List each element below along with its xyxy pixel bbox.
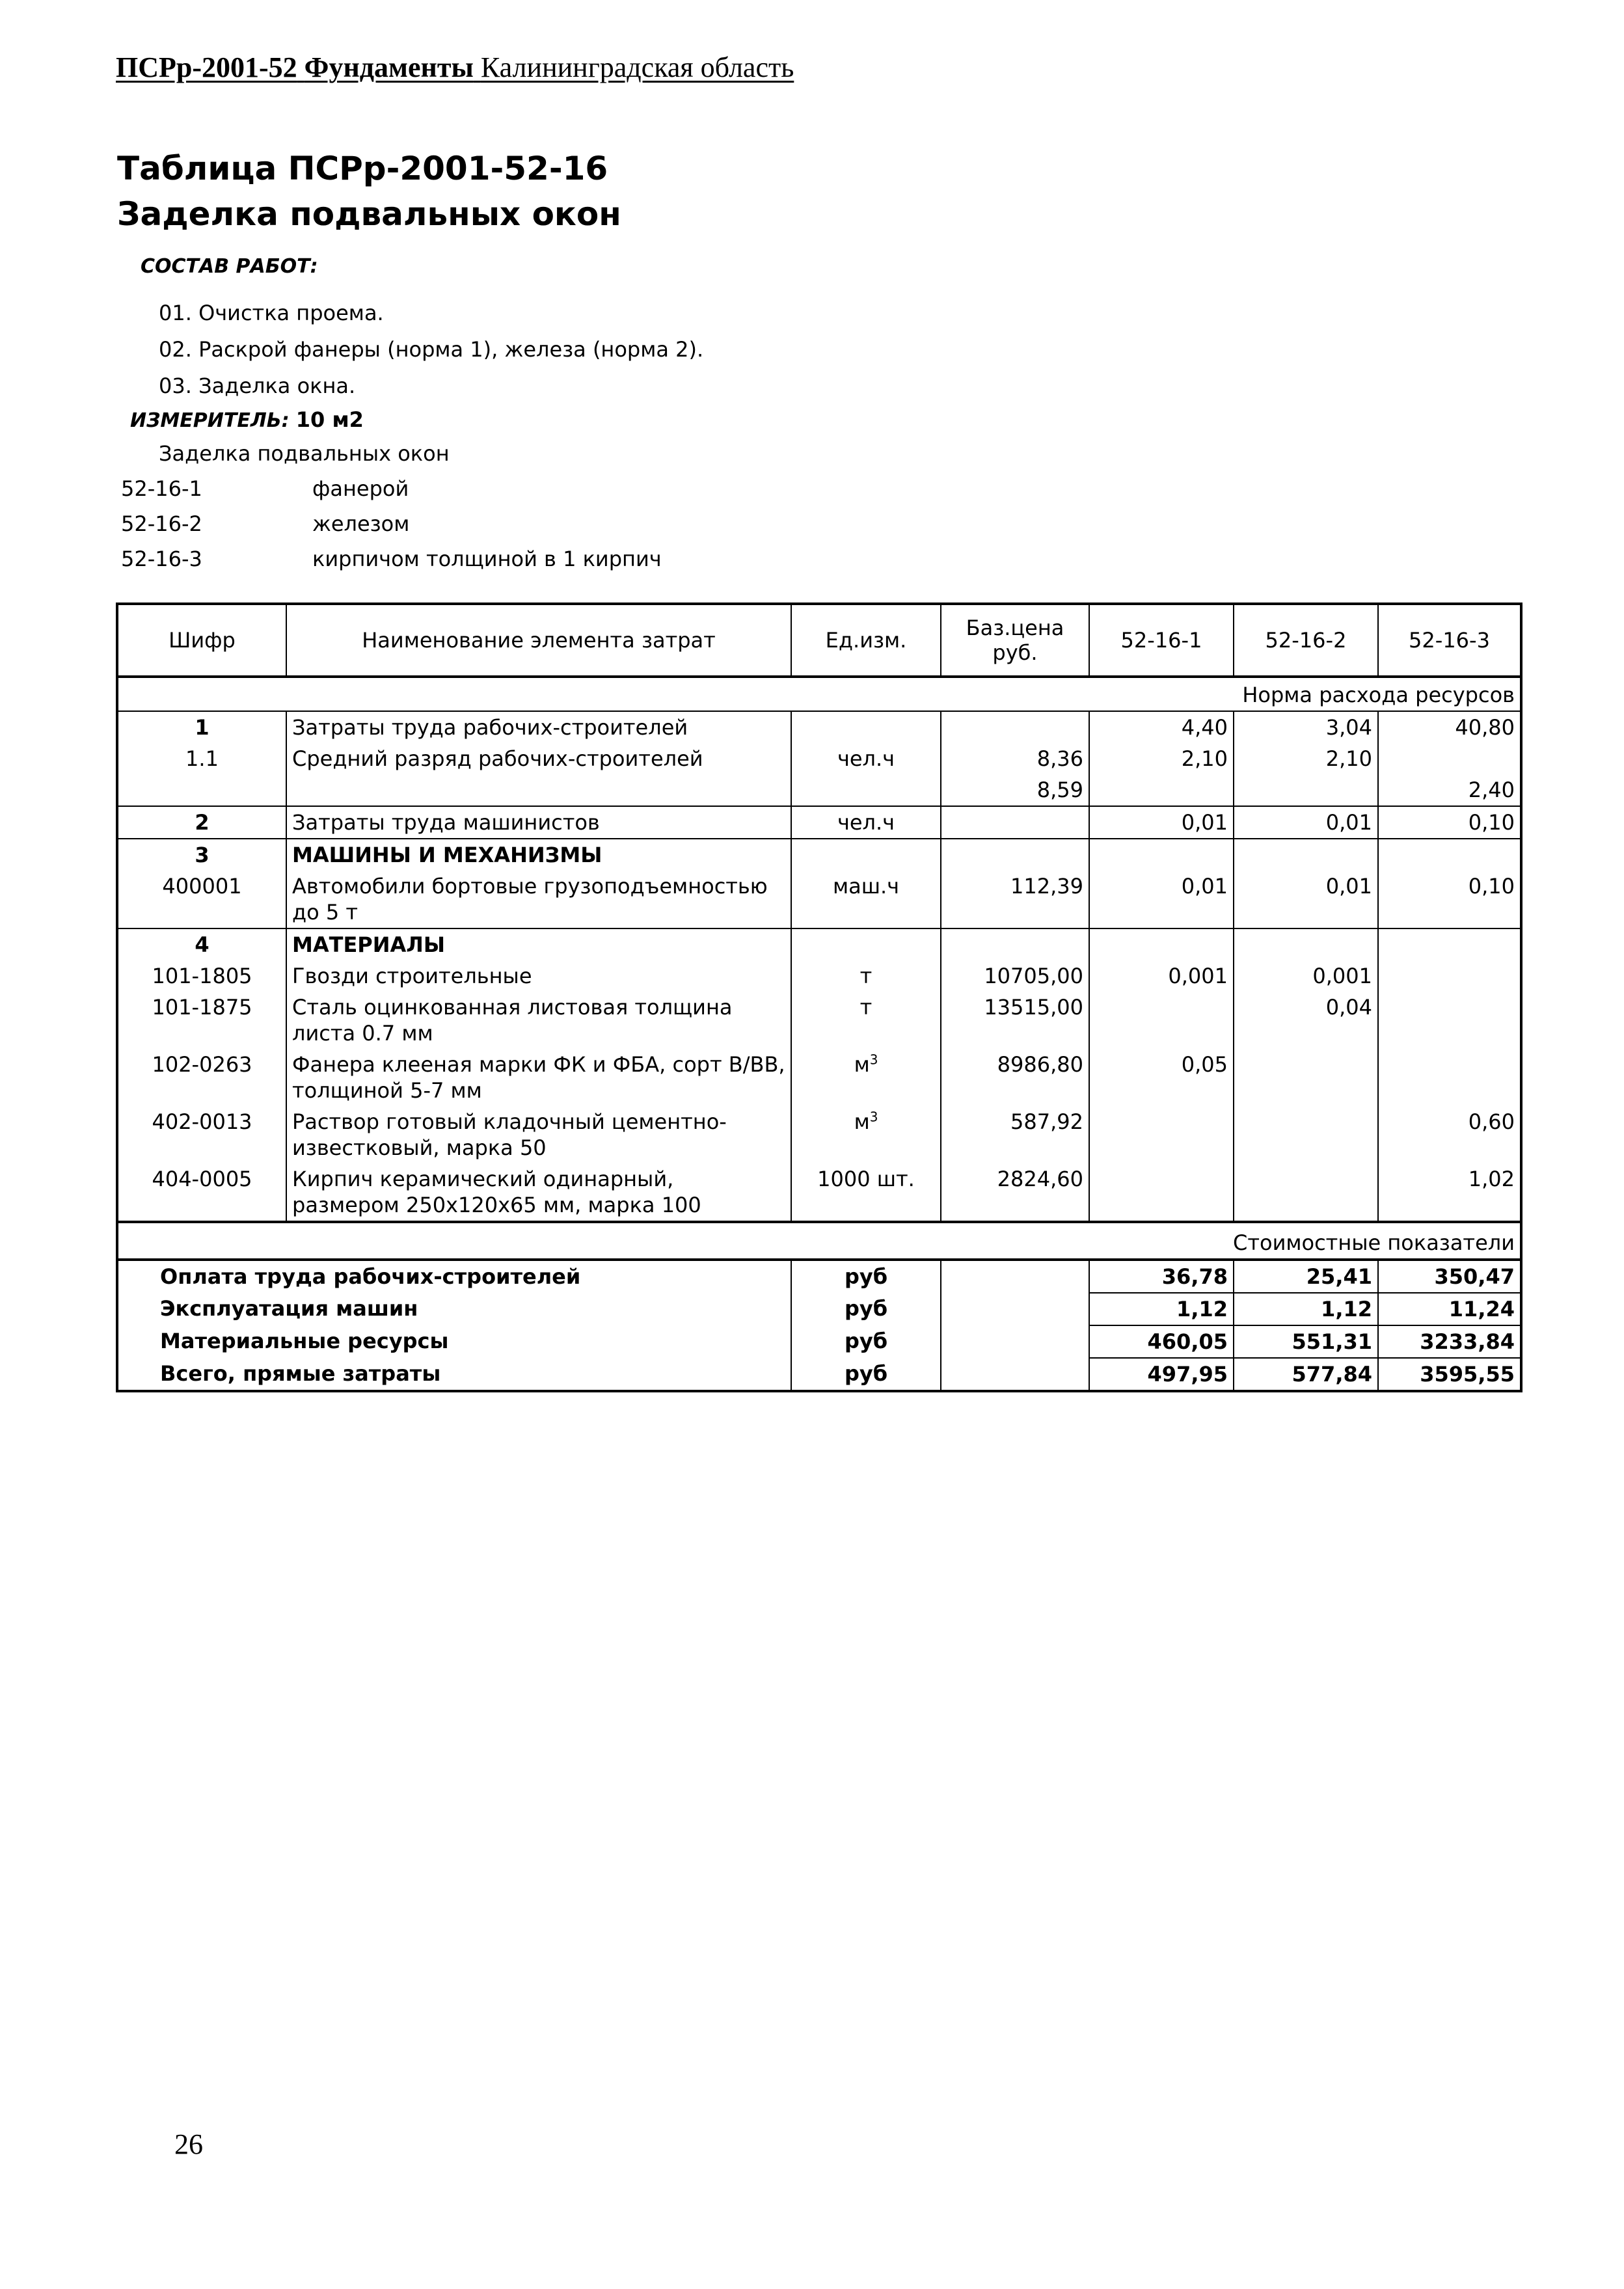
row-value-2: 0,04 <box>1234 992 1378 1049</box>
total-value-1: 497,95 <box>1089 1358 1234 1391</box>
col-header-v2: 52-16-2 <box>1234 604 1378 677</box>
total-value-3: 3233,84 <box>1378 1325 1521 1358</box>
row-code: 4 <box>117 928 286 960</box>
total-value-2: 25,41 <box>1234 1260 1378 1293</box>
total-value-2: 1,12 <box>1234 1293 1378 1325</box>
row-value-3: 40,80 <box>1378 711 1521 743</box>
row-price: 8,59 <box>941 774 1089 806</box>
row-value-1 <box>1089 1163 1234 1222</box>
row-unit: чел.ч <box>791 743 941 774</box>
row-value-1: 4,40 <box>1089 711 1234 743</box>
row-value-1: 0,05 <box>1089 1049 1234 1106</box>
row-value-3: 0,60 <box>1468 1109 1515 1134</box>
variant-code-1: 52-16-1 <box>121 476 202 501</box>
row-value-3: 2,40 <box>1468 778 1515 802</box>
unit-text: т <box>859 964 873 988</box>
table-title: Таблица ПСРр-2001-52-16 <box>117 150 608 187</box>
variant-text-3: кирпичом толщиной в 1 кирпич <box>312 547 662 571</box>
meter-value: 10 м2 <box>295 407 364 432</box>
row-value-2 <box>1234 1049 1378 1106</box>
total-name: Материальные ресурсы <box>160 1329 449 1353</box>
row-value-1: 0,01 <box>1089 871 1234 928</box>
total-row <box>117 1293 1521 1325</box>
col-header-name: Наименование элемента затрат <box>286 604 791 677</box>
total-unit: руб <box>791 1358 941 1391</box>
row-code: 2 <box>117 806 286 839</box>
row-unit <box>791 1163 941 1222</box>
col-header-price: Баз.цена руб. <box>941 604 1089 677</box>
row-value-1: 2,10 <box>1089 743 1234 774</box>
row-value-2: 3,04 <box>1234 711 1378 743</box>
total-name: Всего, прямые затраты <box>160 1361 441 1386</box>
row-name: Сталь оцинкованная листовая толщина листа 0.7 мм <box>286 992 791 1049</box>
table-row <box>117 774 1521 806</box>
variant-text-1: фанерой <box>312 476 409 501</box>
row-value-2 <box>1234 1106 1378 1163</box>
variant-text-2: железом <box>312 511 410 536</box>
row-code: 101-1875 <box>117 992 286 1049</box>
work-item-3: 03. Заделка окна. <box>159 373 356 398</box>
row-value-1 <box>1089 992 1234 1049</box>
total-name: Эксплуатация машин <box>160 1296 418 1321</box>
row-unit <box>791 960 941 992</box>
row-unit <box>791 992 941 1049</box>
total-unit: руб <box>791 1325 941 1358</box>
total-row <box>117 1325 1521 1358</box>
row-price: 8,36 <box>941 743 1089 774</box>
section-cost-row <box>117 1222 1521 1260</box>
row-name: Раствор готовый кладочный цементно-известковый, марка 50 <box>286 1106 791 1163</box>
row-code: 101-1805 <box>117 960 286 992</box>
row-value-1: 0,001 <box>1089 960 1234 992</box>
row-price: 112,39 <box>941 871 1089 928</box>
table-subtitle: Заделка подвальных окон <box>117 195 621 233</box>
row-name: Затраты труда машинистов <box>286 806 791 839</box>
work-item-1: 01. Очистка проема. <box>159 301 384 325</box>
row-code: 402-0013 <box>117 1106 286 1163</box>
col-header-v1: 52-16-1 <box>1089 604 1234 677</box>
total-value-3: 3595,55 <box>1378 1358 1521 1391</box>
row-name: Фанера клееная марки ФК и ФБА, сорт В/ВВ, толщиной 5-7 мм <box>286 1049 791 1106</box>
row-unit: чел.ч <box>791 806 941 839</box>
row-value-3: 1,02 <box>1468 1167 1515 1191</box>
row-value-2: 2,10 <box>1234 743 1378 774</box>
section-norm-row <box>117 677 1521 711</box>
row-code: 400001 <box>117 871 286 928</box>
row-value-3 <box>1378 992 1521 1049</box>
total-name: Оплата труда рабочих-строителей <box>117 1260 791 1293</box>
row-price: 10705,00 <box>941 960 1089 992</box>
row-code: 1.1 <box>117 743 286 774</box>
col-header-unit: Ед.изм. <box>791 604 941 677</box>
table-row <box>117 743 1521 774</box>
row-name: Автомобили бортовые грузоподъемностью до 5 т <box>286 871 791 928</box>
total-value-2: 551,31 <box>1234 1325 1378 1358</box>
table-row <box>117 806 1521 839</box>
table-header-row <box>117 604 1521 677</box>
table-row <box>117 992 1521 1049</box>
row-unit <box>791 1049 941 1106</box>
resource-norm-table <box>116 603 1522 1392</box>
table-row <box>117 1106 1521 1163</box>
row-value-3 <box>1378 960 1521 992</box>
total-value-1: 1,12 <box>1089 1293 1234 1325</box>
table-row <box>117 1163 1521 1222</box>
row-value-2: 0,01 <box>1234 871 1378 928</box>
row-value-3: 0,10 <box>1468 874 1515 899</box>
row-code: 3 <box>117 839 286 871</box>
unit-text: т <box>859 995 873 1020</box>
row-price: 2824,60 <box>941 1163 1089 1222</box>
row-price: 8986,80 <box>941 1049 1089 1106</box>
row-price: 587,92 <box>941 1106 1089 1163</box>
row-code: 102-0263 <box>117 1049 286 1106</box>
row-value-1 <box>1089 1106 1234 1163</box>
header-code: ПСРр-2001-52 <box>116 51 297 83</box>
meter-line <box>130 407 364 432</box>
total-row <box>117 1358 1521 1391</box>
row-name: Гвозди строительные <box>286 960 791 992</box>
table-row <box>117 1049 1521 1106</box>
variant-code-2: 52-16-2 <box>121 511 202 536</box>
unit-superscript: 3 <box>869 1051 878 1068</box>
total-value-2: 577,84 <box>1234 1358 1378 1391</box>
table-row <box>117 960 1521 992</box>
row-name: Средний разряд рабочих-строителей <box>286 743 791 774</box>
row-price: 13515,00 <box>941 992 1089 1049</box>
table-row <box>117 839 1521 871</box>
unit-text: м <box>854 1109 870 1134</box>
total-value-3: 350,47 <box>1378 1260 1521 1293</box>
total-value-1: 460,05 <box>1089 1325 1234 1358</box>
unit-text: м <box>854 1052 870 1077</box>
header-section: Фундаменты <box>304 51 474 83</box>
row-value-3 <box>1378 1049 1521 1106</box>
table-row <box>117 871 1521 928</box>
total-unit: руб <box>791 1260 941 1293</box>
row-value-2 <box>1234 1163 1378 1222</box>
row-name: МАШИНЫ И МЕХАНИЗМЫ <box>286 839 791 871</box>
table-row <box>117 928 1521 960</box>
meter-label: ИЗМЕРИТЕЛЬ: <box>130 409 290 432</box>
work-composition-heading: СОСТАВ РАБОТ: <box>141 255 318 278</box>
row-unit <box>791 1106 941 1163</box>
total-value-3: 11,24 <box>1378 1293 1521 1325</box>
total-unit: руб <box>791 1293 941 1325</box>
total-row <box>117 1260 1521 1293</box>
row-name: МАТЕРИАЛЫ <box>286 928 791 960</box>
total-value-1: 36,78 <box>1089 1260 1234 1293</box>
col-header-v3: 52-16-3 <box>1378 604 1521 677</box>
unit-superscript: 3 <box>869 1109 878 1125</box>
row-name: Затраты труда рабочих-строителей <box>286 711 791 743</box>
row-value-1: 0,01 <box>1089 806 1234 839</box>
variant-code-3: 52-16-3 <box>121 547 202 571</box>
section-cost-label: Стоимостные показатели <box>117 1222 1521 1260</box>
meter-description: Заделка подвальных окон <box>159 441 450 466</box>
unit-text: 1000 шт. <box>817 1167 915 1191</box>
page-number: 26 <box>174 2128 203 2160</box>
header-region: Калининградская область <box>480 51 794 83</box>
section-norm-label: Норма расхода ресурсов <box>117 677 1521 711</box>
row-unit: маш.ч <box>791 871 941 928</box>
row-code: 1 <box>117 711 286 743</box>
row-value-2: 0,01 <box>1234 806 1378 839</box>
running-header <box>116 51 794 84</box>
work-item-2: 02. Раскрой фанеры (норма 1), железа (норма 2). <box>159 337 704 362</box>
table-row <box>117 711 1521 743</box>
row-code: 404-0005 <box>117 1163 286 1222</box>
col-header-code: Шифр <box>117 604 286 677</box>
row-value-2: 0,001 <box>1234 960 1378 992</box>
row-name: Кирпич керамический одинарный, размером 250х120х65 мм, марка 100 <box>286 1163 791 1222</box>
row-value-3: 0,10 <box>1378 806 1521 839</box>
